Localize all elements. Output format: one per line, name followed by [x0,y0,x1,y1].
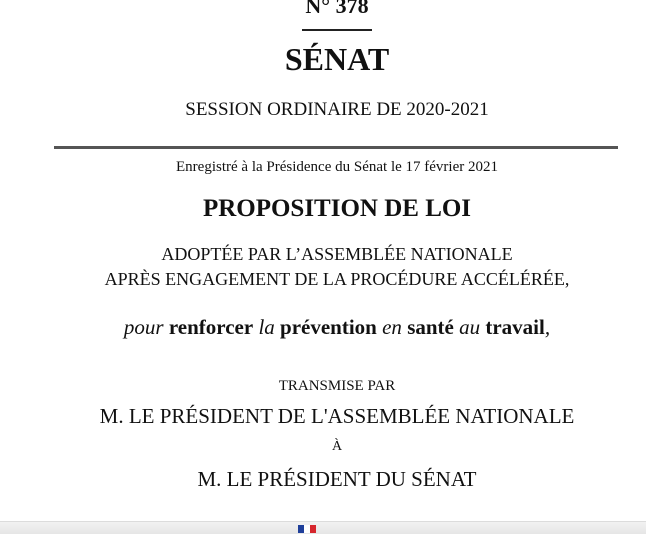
page-bottom-edge [0,521,646,534]
adopted-line-2: APRÈS ENGAGEMENT DE LA PROCÉDURE ACCÉLÉRÉE, [104,269,570,289]
document-type-title: PROPOSITION DE LOI [202,195,472,222]
subject-word: la [258,315,275,339]
subject-word: renforcer [168,315,254,339]
subject-punctuation: , [544,315,551,339]
recipient-line: M. LE PRÉSIDENT DU SÉNAT [197,467,477,491]
subject-word: au [459,315,481,339]
separator-rule [54,146,618,149]
chamber-title: SÉNAT [284,41,390,77]
subject-word: travail [485,315,545,339]
registration-line: Enregistré à la Présidence du Sénat le 17 février 2021 [176,159,498,175]
subject-word: pour [123,315,164,339]
french-flag-icon [298,525,316,533]
subject-word: prévention [280,315,377,339]
subject-word: santé [407,315,454,339]
sender-line: M. LE PRÉSIDENT DE L'ASSEMBLÉE NATIONALE [99,404,575,428]
subject-line [14,313,646,341]
adopted-line-1: ADOPTÉE PAR L’ASSEMBLÉE NATIONALE [161,244,513,264]
document-number: N° 378 [305,0,369,18]
flag-red-band [310,525,316,533]
transmitted-by-label: TRANSMISE PAR [278,378,396,394]
to-line: À [331,439,343,454]
subject-word: en [382,315,402,339]
number-underline [302,29,372,31]
session-line: SESSION ORDINAIRE DE 2020-2021 [185,99,489,120]
